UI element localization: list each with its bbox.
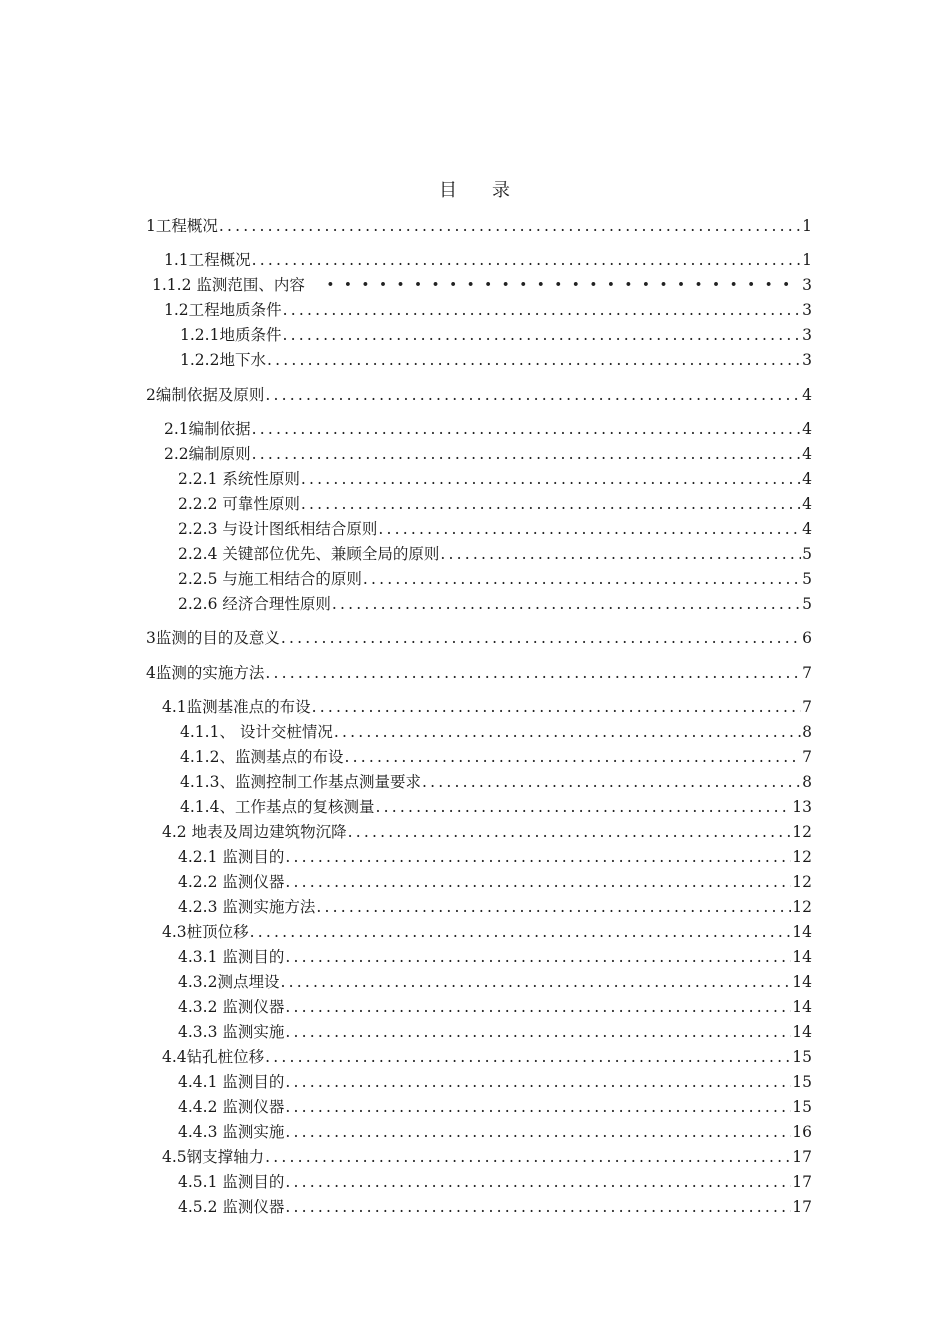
toc-entry[interactable] xyxy=(164,440,812,464)
toc-leader-dots xyxy=(250,922,792,942)
toc-leader-dots xyxy=(285,997,791,1017)
toc-entry-label: 1.2.2地下水 xyxy=(180,351,266,369)
toc-leader-dots xyxy=(282,325,801,345)
toc-entry[interactable] xyxy=(180,718,812,742)
toc-entry[interactable] xyxy=(180,743,812,767)
toc-entry-label: 4.2.3 监测实施方法 xyxy=(178,898,316,916)
toc-leader-dots xyxy=(332,594,801,614)
toc-entry-page: 3 xyxy=(802,351,812,369)
toc-entry[interactable] xyxy=(162,1143,812,1167)
toc-entry-label: 2.2.2 可靠性原则 xyxy=(178,495,300,513)
toc-entry-label: 4.1.3、监测控制工作基点测量要求 xyxy=(180,773,421,791)
toc-entry[interactable] xyxy=(146,659,812,683)
toc-entry[interactable] xyxy=(178,893,812,917)
toc-entry[interactable] xyxy=(178,1018,812,1042)
toc-leader-dots xyxy=(265,1047,791,1067)
toc-entry[interactable] xyxy=(178,565,812,589)
toc-entry-page: 7 xyxy=(802,748,812,766)
toc-title-right: 录 xyxy=(492,180,511,201)
toc-entry[interactable] xyxy=(180,768,812,792)
toc-entry-label: 4.1监测基准点的布设 xyxy=(162,698,311,716)
toc-leader-dots xyxy=(280,972,791,992)
toc-leader-dots xyxy=(344,747,801,767)
toc-entry-page: 3 xyxy=(802,301,812,319)
toc-entry-label: 4.1.4、工作基点的复核测量 xyxy=(180,798,375,816)
toc-entry[interactable] xyxy=(180,793,812,817)
toc-leader-dots xyxy=(267,350,801,370)
toc-entry-page: 4 xyxy=(802,386,812,404)
toc-entry-label: 4监测的实施方法 xyxy=(146,664,265,682)
toc-entry-page: 14 xyxy=(792,998,812,1016)
toc-entry-label: 4.1.2、监测基点的布设 xyxy=(180,748,344,766)
toc-title-left: 目 xyxy=(439,180,458,201)
toc-entry-page: 15 xyxy=(792,1098,812,1116)
toc-entry-label: 1.1.2 监测范围、内容 xyxy=(152,276,305,294)
toc-entry-label: 1.2工程地质条件 xyxy=(164,301,282,319)
toc-entry[interactable] xyxy=(146,381,812,405)
toc-entry-label: 4.2.1 监测目的 xyxy=(178,848,285,866)
toc-entry-label: 2.2.4 关键部位优先、兼顾全局的原则 xyxy=(178,545,440,563)
toc-entry-page: 3 xyxy=(802,276,812,294)
toc-entry-label: 1.1工程概况 xyxy=(164,251,251,269)
toc-entry[interactable] xyxy=(178,968,812,992)
toc-entry[interactable] xyxy=(152,271,812,295)
toc-entry-label: 4.3.2测点埋设 xyxy=(178,973,280,991)
toc-entry-label: 2.2编制原则 xyxy=(164,445,251,463)
toc-entry-page: 1 xyxy=(802,217,812,235)
toc-leader-dots xyxy=(327,273,801,295)
toc-entry-page: 7 xyxy=(802,664,812,682)
toc-leader-dots xyxy=(285,1022,791,1042)
toc-leader-dots xyxy=(301,494,801,514)
toc-entry-label: 4.4.3 监测实施 xyxy=(178,1123,285,1141)
toc-entry-page: 1 xyxy=(802,251,812,269)
toc-entry[interactable] xyxy=(178,843,812,867)
toc-entry[interactable] xyxy=(178,1168,812,1192)
toc-entry[interactable] xyxy=(162,918,812,942)
toc-entry-page: 4 xyxy=(802,495,812,513)
toc-entry-page: 12 xyxy=(792,823,812,841)
toc-entry[interactable] xyxy=(178,1093,812,1117)
toc-entry-label: 4.5钢支撑轴力 xyxy=(162,1148,265,1166)
toc-entry[interactable] xyxy=(162,818,812,842)
toc-entry-page: 15 xyxy=(792,1073,812,1091)
toc-entry-label: 4.4.2 监测仪器 xyxy=(178,1098,285,1116)
toc-leader-dots xyxy=(285,1122,791,1142)
toc-title xyxy=(0,176,950,202)
toc-leader-dots xyxy=(283,300,801,320)
toc-entry-page: 5 xyxy=(802,570,812,588)
toc-leader-dots xyxy=(363,569,801,589)
toc-entry-page: 12 xyxy=(792,898,812,916)
toc-entry-label: 2.2.3 与设计图纸相结合原则 xyxy=(178,520,378,538)
toc-entry-page: 12 xyxy=(792,873,812,891)
toc-entry-page: 14 xyxy=(792,923,812,941)
toc-entry-label: 2.2.5 与施工相结合的原则 xyxy=(178,570,362,588)
toc-entry-label: 1工程概况 xyxy=(146,217,218,235)
toc-leader-dots xyxy=(265,1147,791,1167)
toc-entry-page: 7 xyxy=(802,698,812,716)
toc-entry[interactable] xyxy=(162,1043,812,1067)
toc-leader-dots xyxy=(252,250,801,270)
toc-entry[interactable] xyxy=(178,1193,812,1217)
toc-entry-label: 4.3.1 监测目的 xyxy=(178,948,285,966)
toc-entry-page: 4 xyxy=(802,420,812,438)
toc-leader-dots xyxy=(285,947,791,967)
toc-entry-page: 17 xyxy=(792,1198,812,1216)
toc-leader-dots xyxy=(301,469,801,489)
toc-entry-page: 14 xyxy=(792,973,812,991)
toc-leader-dots xyxy=(265,663,801,683)
toc-leader-dots xyxy=(265,385,801,405)
toc-entry-label: 4.2 地表及周边建筑物沉降 xyxy=(162,823,347,841)
toc-entry[interactable] xyxy=(180,321,812,345)
toc-entry-page: 3 xyxy=(802,326,812,344)
toc-entry-label: 4.1.1、 设计交桩情况 xyxy=(180,723,333,741)
toc-entry[interactable] xyxy=(146,212,812,236)
toc-leader-dots xyxy=(285,872,791,892)
toc-entry-label: 4.4.1 监测目的 xyxy=(178,1073,285,1091)
toc-entry[interactable] xyxy=(178,515,812,539)
toc-entry[interactable] xyxy=(164,296,812,320)
toc-entry-label: 2.2.1 系统性原则 xyxy=(178,470,300,488)
toc-leader-dots xyxy=(252,419,801,439)
toc-entry-page: 16 xyxy=(792,1123,812,1141)
toc-leader-dots xyxy=(334,722,801,742)
toc-leader-dots xyxy=(312,697,801,717)
toc-entry[interactable] xyxy=(178,465,812,489)
toc-entry-page: 4 xyxy=(802,445,812,463)
toc-entry-page: 8 xyxy=(802,773,812,791)
toc-entry-page: 13 xyxy=(792,798,812,816)
toc-entry-page: 14 xyxy=(792,1023,812,1041)
toc-entry-label: 2.2.6 经济合理性原则 xyxy=(178,595,331,613)
toc-entry[interactable] xyxy=(178,993,812,1017)
toc-entry-label: 2编制依据及原则 xyxy=(146,386,265,404)
toc-entry-page: 6 xyxy=(802,629,812,647)
toc-entry-page: 17 xyxy=(792,1173,812,1191)
toc-entry[interactable] xyxy=(178,868,812,892)
toc-entry[interactable] xyxy=(178,1118,812,1142)
toc-leader-dots xyxy=(219,216,801,236)
toc-entry[interactable] xyxy=(178,490,812,514)
toc-entry-page: 15 xyxy=(792,1048,812,1066)
toc-entry-label: 1.2.1地质条件 xyxy=(180,326,282,344)
toc-leader-dots xyxy=(285,1197,791,1217)
toc-entry-label: 4.5.2 监测仪器 xyxy=(178,1198,285,1216)
toc-entry[interactable] xyxy=(164,246,812,270)
toc-entry-page: 5 xyxy=(802,595,812,613)
toc-leader-dots xyxy=(375,797,791,817)
toc-entry-label: 4.3.3 监测实施 xyxy=(178,1023,285,1041)
toc-entry[interactable] xyxy=(178,540,812,564)
toc-entry[interactable] xyxy=(162,693,812,717)
toc-entry-label: 4.3.2 监测仪器 xyxy=(178,998,285,1016)
toc-leader-dots xyxy=(422,772,801,792)
toc-entry-page: 8 xyxy=(802,723,812,741)
toc-entry[interactable] xyxy=(146,624,812,648)
toc-leader-dots xyxy=(440,544,801,564)
toc-entry-label: 4.5.1 监测目的 xyxy=(178,1173,285,1191)
toc-leader-dots xyxy=(285,1097,791,1117)
toc-entry-page: 14 xyxy=(792,948,812,966)
toc-entry-label: 3监测的目的及意义 xyxy=(146,629,280,647)
toc-entry-label: 4.3桩顶位移 xyxy=(162,923,249,941)
toc-leader-dots xyxy=(252,444,801,464)
toc-leader-dots xyxy=(285,847,791,867)
toc-entry[interactable] xyxy=(178,1068,812,1092)
toc-leader-dots xyxy=(316,897,791,917)
toc-entry[interactable] xyxy=(178,590,812,614)
toc-entry-page: 4 xyxy=(802,470,812,488)
toc-entry-label: 4.4钻孔桩位移 xyxy=(162,1048,265,1066)
toc-entry-page: 4 xyxy=(802,520,812,538)
toc-leader-dots xyxy=(281,628,801,648)
toc-entry-page: 17 xyxy=(792,1148,812,1166)
toc-leader-dots xyxy=(285,1172,791,1192)
toc-leader-dots xyxy=(378,519,801,539)
toc-entry[interactable] xyxy=(178,943,812,967)
toc-entry[interactable] xyxy=(180,346,812,370)
toc-entry-page: 12 xyxy=(792,848,812,866)
toc-leader-dots xyxy=(348,822,792,842)
toc-leader-dots xyxy=(285,1072,791,1092)
toc-entry-label: 4.2.2 监测仪器 xyxy=(178,873,285,891)
toc-entry-label: 2.1编制依据 xyxy=(164,420,251,438)
toc-entry-page: 5 xyxy=(802,545,812,563)
toc-entry[interactable] xyxy=(164,415,812,439)
